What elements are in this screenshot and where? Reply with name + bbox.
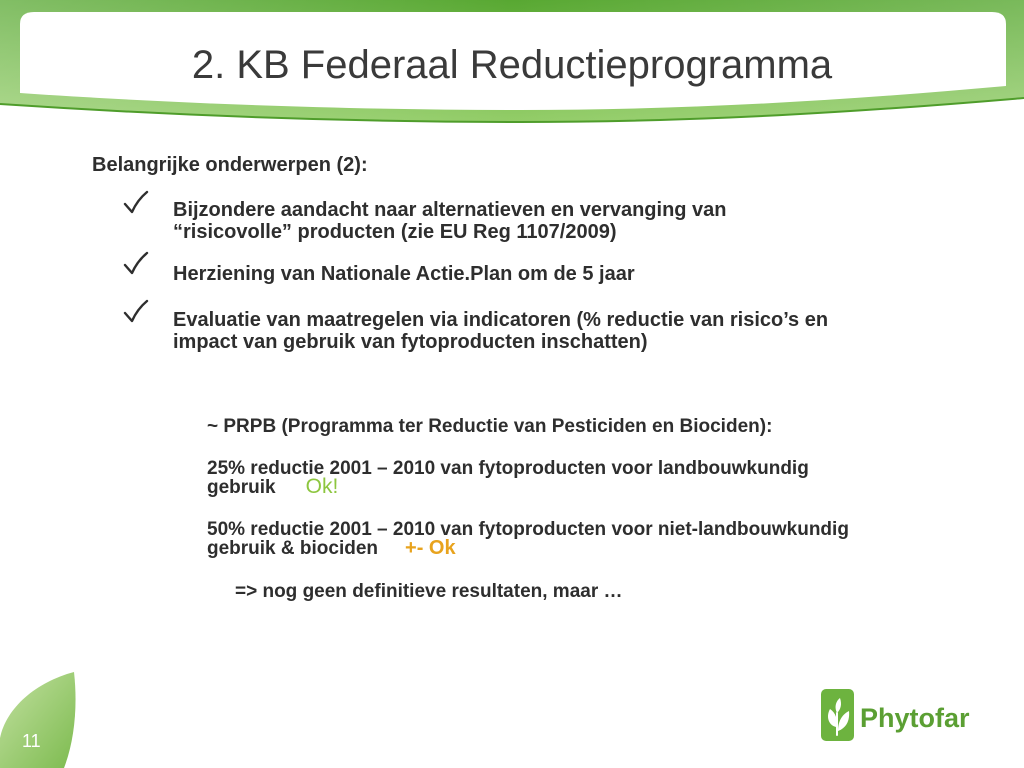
bullet-item <box>173 199 727 243</box>
checkmark-icon <box>121 189 149 217</box>
section-intro: Belangrijke onderwerpen (2): <box>92 154 368 176</box>
bullet-item <box>173 263 635 285</box>
leaf-icon <box>0 668 80 768</box>
target-item <box>207 521 849 558</box>
checkmark-icon <box>121 250 149 278</box>
page-number: 11 <box>22 731 41 751</box>
logo-text: Phytofar <box>860 703 970 733</box>
target-item <box>207 460 809 497</box>
target-line: 50% reductie 2001 – 2010 van fytoproducten voor niet-landbouwkundig <box>207 519 849 540</box>
target-line-text: gebruik <box>207 477 276 498</box>
bullet-line: Bijzondere aandacht naar alternatieven en vervanging van <box>173 199 727 221</box>
bullet-line: Herziening van Nationale Actie.Plan om de 5 jaar <box>173 263 635 285</box>
target-line <box>207 475 809 498</box>
target-line-text: gebruik & biociden <box>207 538 379 559</box>
bullet-item <box>173 309 828 353</box>
bullet-line: impact van gebruik van fytoproducten inschatten) <box>173 331 648 353</box>
status-label: Ok! <box>305 475 339 498</box>
slide-title: 2. KB Federaal Reductieprogramma <box>191 43 833 87</box>
checkmark-icon <box>121 298 149 326</box>
bullet-line: “risicovolle” producten (zie EU Reg 1107/2009) <box>173 221 617 243</box>
target-line: 25% reductie 2001 – 2010 van fytoproducten voor landbouwkundig <box>207 458 809 479</box>
status-label: +- Ok <box>405 537 456 559</box>
phytofar-plant-icon <box>821 689 854 741</box>
conclusion-text: => nog geen definitieve resultaten, maar … <box>235 581 623 602</box>
target-line <box>207 539 849 558</box>
prpb-heading: ~ PRPB (Programma ter Reductie van Pesticiden en Biociden): <box>207 416 773 437</box>
bullet-line: Evaluatie van maatregelen via indicatoren (% reductie van risico’s en <box>173 309 829 331</box>
